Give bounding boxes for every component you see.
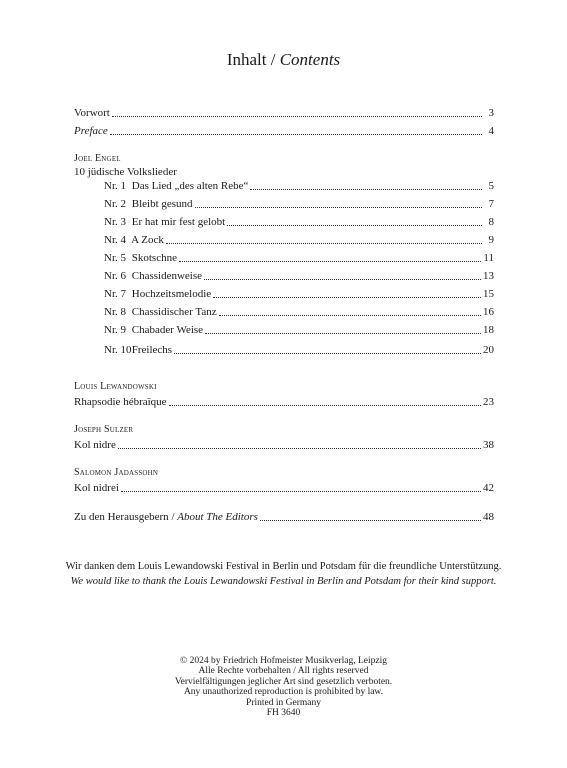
catalog-number: FH 3640 — [266, 708, 301, 719]
title-en: Contents — [279, 50, 341, 69]
song-number: Nr. 2 — [104, 198, 126, 210]
song-number: Nr. 10 — [104, 344, 132, 356]
toc-page: 11 — [483, 252, 494, 264]
song-title: Hochzeitsmelodie — [131, 288, 212, 300]
toc-page: 38 — [483, 439, 494, 451]
song-title: Bleibt gesund — [131, 198, 193, 210]
toc-leader — [219, 315, 481, 316]
song-number: Nr. 5 — [104, 252, 126, 264]
toc-leader — [174, 353, 481, 354]
song-title: Skotschne — [131, 252, 177, 264]
song-title: A Zock — [131, 234, 164, 246]
toc-page: 18 — [483, 324, 494, 336]
toc-page: 3 — [488, 107, 494, 119]
toc-entry-song[interactable] — [104, 231, 494, 247]
printed-line: Printed in Germany — [246, 697, 321, 708]
copyright-line: © 2024 by Friedrich Hofmeister Musikverlag, Leipzig — [180, 656, 387, 666]
toc-page: 9 — [488, 234, 494, 246]
song-title: Freilechs — [131, 344, 173, 356]
label-separator: / — [168, 511, 178, 523]
toc-leader — [166, 243, 482, 244]
toc-label: Preface — [74, 125, 108, 137]
toc-page: 15 — [483, 288, 494, 300]
collection-title: 10 jüdische Volkslieder — [74, 166, 177, 178]
toc-page: 13 — [483, 270, 494, 282]
song-number: Nr. 7 — [104, 288, 126, 300]
toc-entry-song[interactable] — [104, 249, 494, 265]
toc-leader — [121, 491, 481, 492]
toc-entry-song[interactable] — [104, 303, 494, 319]
composer-engel: Joel Engel — [74, 153, 121, 164]
toc-page: 42 — [483, 482, 494, 494]
song-number: Nr. 6 — [104, 270, 126, 282]
toc-page: 16 — [483, 306, 494, 318]
song-number: Nr. 9 — [104, 324, 126, 336]
toc-label: Vorwort — [74, 107, 110, 119]
song-number: Nr. 8 — [104, 306, 126, 318]
song-title: Chassidenweise — [131, 270, 203, 282]
toc-page: 23 — [483, 396, 494, 408]
composer-lewandowski: Louis Lewandowski — [74, 381, 157, 392]
toc-leader — [213, 297, 481, 298]
reproduction-de-line: Vervielfältigungen jeglicher Art sind gesetzlich verboten. — [174, 676, 393, 687]
toc-label: Kol nidre — [74, 439, 116, 451]
toc-leader — [260, 520, 481, 521]
toc-leader — [118, 448, 481, 449]
toc-label: Rhapsodie hébraïque — [74, 396, 167, 408]
toc-entry-preface[interactable] — [74, 122, 494, 138]
song-number: Nr. 3 — [104, 216, 126, 228]
toc-leader — [169, 405, 481, 406]
toc-page: 20 — [483, 344, 494, 356]
toc-entry-song[interactable] — [104, 285, 494, 301]
reproduction-en-line: Any unauthorized reproduction is prohibited by law. — [183, 687, 384, 698]
song-title: Er hat mir fest gelobt — [131, 216, 226, 228]
toc-page: 8 — [488, 216, 494, 228]
toc-entry-rhapsodie[interactable] — [74, 393, 494, 409]
title-separator: / — [266, 50, 280, 69]
toc-entry-song[interactable] — [104, 213, 494, 229]
page-title — [0, 50, 567, 70]
toc-entry-vorwort[interactable] — [74, 104, 494, 120]
toc-entry-editors[interactable] — [74, 508, 494, 524]
toc-page: 5 — [488, 180, 494, 192]
toc-leader — [110, 134, 482, 135]
composer-sulzer: Joseph Sulzer — [74, 424, 134, 435]
title-de: Inhalt — [226, 50, 267, 69]
toc-leader — [179, 261, 481, 262]
song-title: Chabader Weise — [131, 324, 204, 336]
toc-entry-song[interactable] — [104, 341, 494, 357]
song-number: Nr. 1 — [104, 180, 126, 192]
imprint — [0, 656, 567, 718]
toc-page: 4 — [488, 125, 494, 137]
toc-page: 7 — [488, 198, 494, 210]
composer-jadassohn: Salomon Jadassohn — [74, 467, 159, 478]
toc-label-en: About The Editors — [177, 511, 258, 523]
acknowledgement-en: We would like to thank the Louis Lewandowski Festival in Berlin and Potsdam for their kind support. — [70, 576, 497, 587]
toc-leader — [195, 207, 482, 208]
toc-page: 48 — [483, 511, 494, 523]
toc-entry-song[interactable] — [104, 195, 494, 211]
toc-leader — [204, 279, 481, 280]
toc-label: Kol nidrei — [74, 482, 119, 494]
acknowledgement-de: Wir danken dem Louis Lewandowski Festival in Berlin und Potsdam für die freundliche Unterstützung. — [65, 561, 502, 572]
toc-leader — [205, 333, 481, 334]
toc-label: Zu den Herausgebern — [74, 511, 169, 523]
rights-line: Alle Rechte vorbehalten / All rights reserved — [198, 666, 369, 677]
toc-leader — [250, 189, 482, 190]
toc-entry-kol-nidre[interactable] — [74, 436, 494, 452]
toc-leader — [227, 225, 482, 226]
toc-leader — [112, 116, 482, 117]
toc-entry-song[interactable] — [104, 267, 494, 283]
song-number: Nr. 4 — [104, 234, 126, 246]
song-title: Chassidischer Tanz — [131, 306, 217, 318]
toc-entry-kol-nidrei[interactable] — [74, 479, 494, 495]
toc-entry-song[interactable] — [104, 177, 494, 193]
song-title: Das Lied „des alten Rebe“ — [131, 180, 249, 192]
toc-entry-song[interactable] — [104, 321, 494, 337]
